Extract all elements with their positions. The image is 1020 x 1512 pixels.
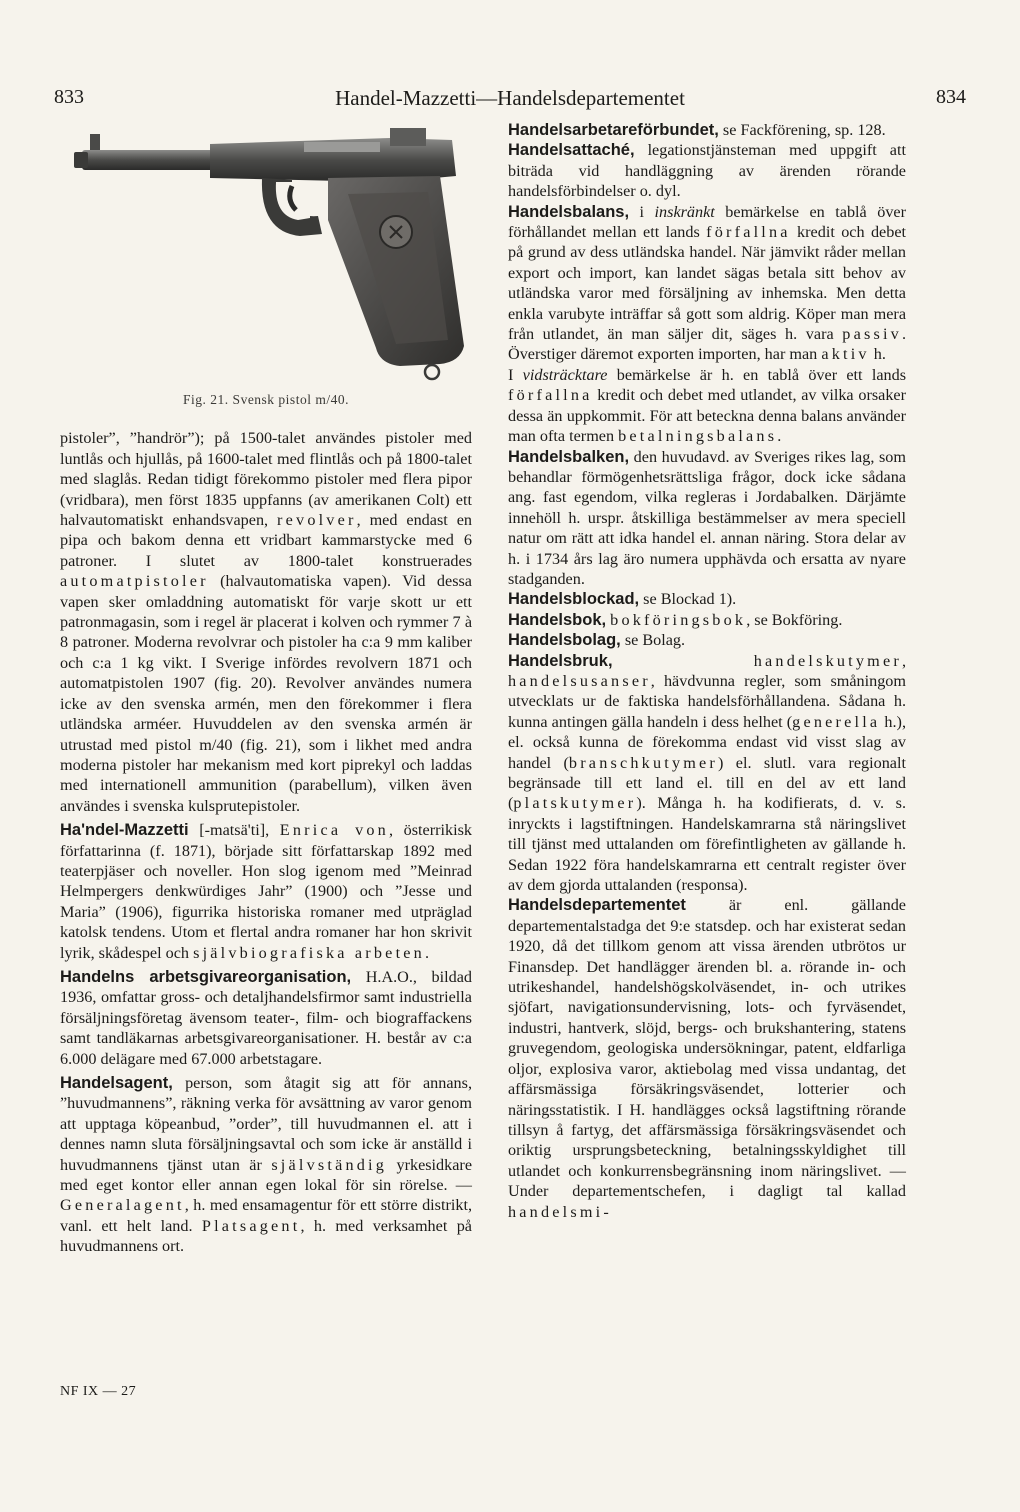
headword: Handelsdepartementet [508,896,686,915]
headword: Handelsarbetareförbundet, [508,121,719,139]
right-column [508,120,906,1222]
headword: Handelsbok, [508,610,607,629]
headword: Ha'ndel-Mazzetti [60,821,189,840]
figure-caption: Fig. 21. Svensk pistol m/40. [183,392,349,407]
page-number-left: 833 [54,86,84,108]
signature-footer: NF IX — 27 [60,1384,137,1399]
pistol-illustration-icon [60,120,472,388]
headword: Handelsblockad, [508,590,640,609]
entry-handelsagent: Handelsagent, person, som åtagit sig att för annans, ”huvudmannens”, räkning verka för avsättning av varor genom att upptaga köpeanbud, ”order”, till huvudmannen el. att i dennes namn sluta försäljningsavtal och som icke är anställd i huvudmannens tjänst utan är självständig yrkesidkare med eget kontor eller annan egen lokal för sin rörelse. — Generalagent, h. med ensamagentur för ett större distrikt, vanl. ett helt land. Platsagent, h. med verksamhet på huvudmannens ort. [60,1074,472,1256]
page-number-right: 834 [936,86,966,108]
headword: Handelsbalans, [508,202,630,221]
entry-handelsarbetareforbundet: Handelsarbetareförbundet, se Fackförening, sp. 128. [508,121,886,139]
entry-handelsattache: Handelsattaché, legationstjänsteman med uppgift att biträda vid handläggning av ärenden rörande handelsförbindelser o. dyl. [508,141,906,201]
entry-handelsbalans: Handelsbalans, i inskränkt bemärkelse en tablå över förhållandet mellan ett lands förfallna kredit och debet på grund av dess utländska handel. När jämvikt råder mellan export och import, kan landet sägas betala sitt behov av utländska varor med försäljning av inhemska. Men detta enkla varubyte inträffar så gott som aldrig. Köper man mera från utlandet, än man säljer dit, säges h. vara passiv. Överstiger däremot exporten importen, har man aktiv h. [508,202,907,364]
entry-handelsbok: Handelsbok, bokföringsbok, se Bokföring. [508,610,843,629]
pistol-figure [60,120,472,388]
left-column [60,120,472,1257]
headword: Handelns arbetsgivareorganisation, [60,967,352,986]
entry-handelsbruk: Handelsbruk, handelskutymer, handelsusanser, hävdvunna regler, som småningom utvecklats ur de faktiska handelsförhållandena. Sådana h. kunna antingen gälla handeln i dess helhet (generella h.), el. också kunna de förekomma endast vid visst slag av handel (branschkutymer) el. slutl. vara regionalt begränsade till ett land el. till en del av ett land (platskutymer). Många h. ha kodifierats, d. v. s. inryckts i lagstiftningen. Handelskamrarna stå näringslivet till tjänst med uttalanden om förefintligheten av gällande h. Sedan 1922 föra handelskamrarna ett centralt register över av dem gjorda uttalanden (responsa). [508,651,906,895]
page-title: Handel-Mazzetti—Handelsdepartementet [335,86,685,110]
running-header [54,86,966,116]
headword: Handelsbruk, [508,651,613,670]
entry-handelsbolag: Handelsbolag, se Bolag. [508,631,686,650]
entry-handelsdepartementet: Handelsdepartementet är enl. gällande departementalstadga det 9:e statsdep. och har existerat sedan 1920, då det tillkom genom att vissa ärenden utbrötos ur Finansdep. Det handlägger ärenden bl. a. rörande in- och utrikeshandel, handelshögskolväsendet, in- och utrikes sjöfart, navigationsundervisning, lots- och fyrväsendet, industri, hantverk, slöjd, bergs- och brukshantering, statens gruvegendom, geologiska undersökningar, patent, eldfarliga oljor, explosiva varor, aktiebolag med vissa undantag, det affärsmässiga försäkringsväsendet, lotterier och näringsstatistik. I H. handlägges också lagstiftning rörande tillsyn å fartyg, det affärsmässiga försäkringsväsendet och oriktig ursprungsbeteckning, betalningsskyldighet till utlandet och konkurrensbegränsning inom näringslivet. — Under departementschefen, i dagligt tal kallad handelsmi- [508,896,906,1221]
headword: Handelsbolag, [508,631,621,650]
headword: Handelsbalken, [508,447,630,466]
paragraph-handelsbalans-2: I vidsträcktare bemärkelse är h. en tablå över ett lands förfallna kredit och debet med utlandet, av vilka orsaker dessa än uppkommit. För att beteckna denna balans använder man ofta termen betalningsbalans. [508,365,906,446]
entry-handelns-arbetsgivareorganisation: Handelns arbetsgivareorganisation, H.A.O., bildad 1936, omfattar gross- och detaljhandelsfirmor samt industriella försäljningsföretag ävensom teater-, film- och biograffackens samt tandläkarnas arbetsgivareorganisationer. H. består av c:a 6.000 delägare med 67.000 arbetstagare. [60,967,472,1068]
headword: Handelsattaché, [508,141,635,160]
headword: Handelsagent, [60,1074,173,1092]
entry-handelsbalken: Handelsbalken, den huvudavd. av Sveriges rikes lag, som behandlar förmögenhetsrättsliga frågor, dock icke sådana ang. fast egendom, vilka regleras i Jordabalken. Därjämte innehöll h. urspr. åtskilliga bestämmelser av mera speciell natur om rätt att idka handel el. annan näring. Stora delar av h. i 1734 års lag äro numera upphävda och ersatta av nyare stadganden. [508,447,906,588]
entry-handelsblockad: Handelsblockad, se Blockad 1). [508,590,737,609]
entry-handel-mazzetti: Ha'ndel-Mazzetti [-matsä'ti], Enrica von, österrikisk författarinna (f. 1871), började sitt författarskap 1892 med teaterpjäser och noveller. Hon slog igenom med ”Meinrad Helmpergers denkwürdiges Jahr” (1900) och ”Jesse und Maria” (1906), figurrika historiska romaner med utpräglad katolsk tendens. Utom et flertal andra romaner har hon skrivit lyrik, skådespel och självbiografiska arbeten. [60,821,472,962]
paragraph-pistoler: pistoler”, ”handrör”); på 1500-talet användes pistoler med luntlås och hjullås, på 1600-talet med flintlås och på 1800-talet med slaglås. Redan tidigt förekommo pistoler med flera pipor (vridbara), men först 1835 uppfanns (av amerikanen Colt) ett halvautomatiskt enhandsvapen, revolver, med endast en pipa och bakom denna ett vridbart kammarstycke med 6 patroner. I slutet av 1800-talet konstruerades automatpistoler (halvautomatiska vapen). Vid dessa vapen sker omladdning automatiskt för varje skott ur ett patronmagasin, som i regel är placerat i kolven och rymmer 7 à 8 patroner. Moderna revolvrar och pistoler ha c:a 9 mm kaliber och c:a 1 kg vikt. I Sverige infördes revolvern 1871 och automatpistolen 1907 (fig. 20). Revolver användes numera icke av den svenska armén, men den förekommer i flera utländska arméer. Huvuddelen av den svenska armén är utrustad med pistol m/40 (fig. 21), som i likhet med andra moderna pistoler har mekanism med kort piprekyl och laddas med internationell ammunition (parabellum), vilken även användes i svenska kulsprutepistoler. [60,429,472,815]
